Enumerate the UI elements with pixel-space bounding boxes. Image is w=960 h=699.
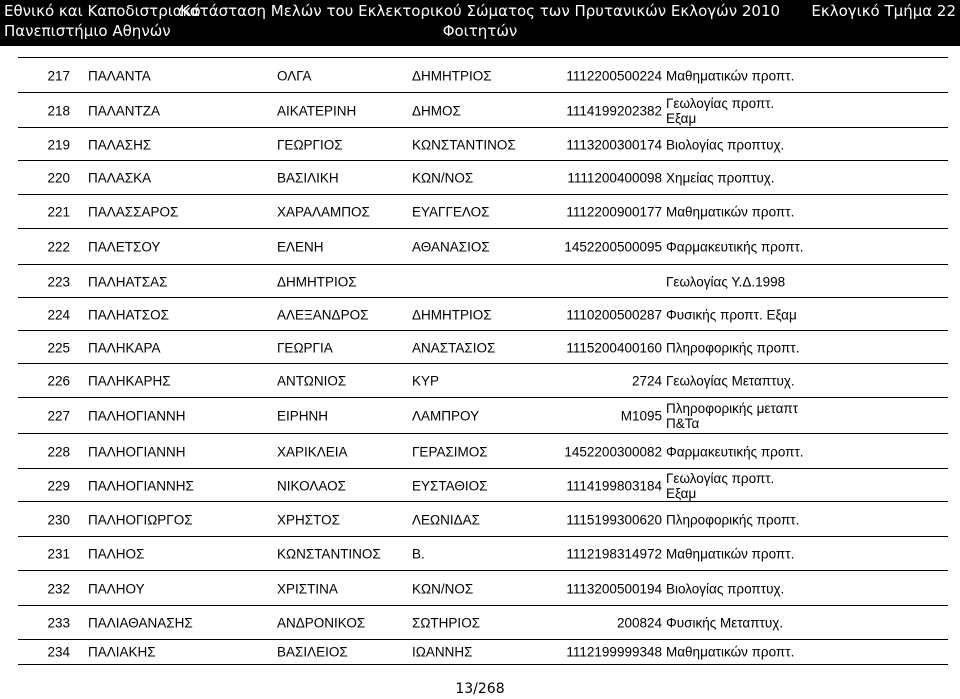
first-name-cell: ΧΡΗΣΤΟΣ [277, 512, 340, 527]
surname-cell: ΠΑΛΙΑΚΗΣ [88, 644, 156, 660]
row-number: 219 [47, 137, 70, 152]
first-name-cell: ΧΑΡΑΛΑΜΠΟΣ [277, 204, 370, 220]
surname-cell: ΠΑΛΗΑΤΣΑΣ [88, 274, 168, 289]
first-name-cell: ΑΛΕΞΑΝΔΡΟΣ [277, 307, 369, 322]
first-name-cell: ΑΝΤΩΝΙΟΣ [277, 373, 347, 389]
department-cell: Μαθηματικών προπτ. [666, 204, 795, 220]
student-id-cell: 1113200300174 [566, 137, 662, 152]
department-cell: Γεωλογίας Υ.Δ.1998 [666, 274, 786, 289]
row-number: 231 [47, 546, 70, 562]
first-name-cell: ΓΕΩΡΓΙΟΣ [277, 137, 343, 152]
department-cell: Πληροφορικής μεταπτ Π&Τα [666, 401, 799, 431]
department-cell: Φυσικής Μεταπτυχ. [666, 615, 784, 631]
row-number: 230 [47, 512, 70, 527]
surname-cell: ΠΑΛΗΟΓΙΑΝΝΗ [88, 408, 186, 424]
first-name-cell: ΟΛΓΑ [277, 68, 312, 83]
university-name-line2: Πανεπιστήμιο Αθηνών [4, 22, 171, 40]
first-name-cell: ΧΡΙΣΤΙΝΑ [277, 581, 338, 596]
row-number: 228 [47, 444, 70, 459]
first-name-cell: ΔΗΜΗΤΡΙΟΣ [277, 274, 357, 289]
department-cell: Φαρμακευτικής προπτ. [666, 444, 804, 459]
father-name-cell: ΔΗΜΟΣ [412, 103, 461, 118]
table-row [18, 639, 948, 665]
student-id-cell: 1115199300620 [566, 512, 662, 527]
first-name-cell: ΧΑΡΙΚΛΕΙΑ [277, 444, 348, 459]
department-cell: Μαθηματικών προπτ. [666, 546, 795, 562]
table-row [18, 194, 948, 229]
document-subtitle: Φοιτητών [442, 22, 518, 40]
row-number: 225 [47, 340, 70, 355]
table-row [18, 57, 948, 93]
student-id-cell: 1452200300082 [564, 444, 662, 459]
row-number: 226 [47, 373, 70, 389]
surname-cell: ΠΑΛΑΣΣΑΡΟΣ [88, 204, 179, 220]
surname-cell: ΠΑΛΗΚΑΡΗΣ [88, 373, 171, 389]
surname-cell: ΠΑΛΑΣΗΣ [88, 137, 152, 152]
father-name-cell: ΚΩΝ/ΝΟΣ [412, 581, 474, 596]
surname-cell: ΠΑΛΗΟΓΙΑΝΝΗΣ [88, 478, 194, 493]
row-number: 234 [47, 644, 70, 660]
table-row [18, 570, 948, 606]
student-id-cell: 1112200900177 [566, 204, 662, 220]
university-name-line1: Εθνικό και Καποδιστριακό [4, 2, 201, 20]
father-name-cell: ΓΕΡΑΣΙΜΟΣ [412, 444, 488, 459]
row-number: 222 [47, 239, 70, 255]
row-number: 218 [47, 103, 70, 118]
father-name-cell: ΔΗΜΗΤΡΙΟΣ [412, 68, 492, 83]
table-row [18, 160, 948, 195]
first-name-cell: ΒΑΣΙΛΕΙΟΣ [277, 644, 348, 660]
table-row [18, 297, 948, 331]
table-row [18, 397, 948, 434]
department-cell: Γεωλογίας προπτ. Εξαμ [666, 95, 775, 126]
department-cell: Χημείας προπτυχ. [666, 170, 775, 186]
department-cell: Γεωλογίας προπτ. Εξαμ [666, 470, 775, 501]
table-row [18, 264, 948, 298]
father-name-cell: ΕΥΣΤΑΘΙΟΣ [412, 478, 488, 493]
father-name-cell: ΑΝΑΣΤΑΣΙΟΣ [412, 340, 496, 355]
row-number: 223 [47, 274, 70, 289]
student-id-cell: 2724 [631, 373, 662, 389]
department-cell: Φυσικής προπτ. Εξαμ [666, 307, 797, 322]
student-id-cell: 1112198314972 [566, 546, 662, 562]
student-id-cell: 1452200500095 [564, 239, 662, 255]
row-number: 229 [47, 478, 70, 493]
first-name-cell: ΕΙΡΗΝΗ [277, 408, 329, 424]
table-row [18, 468, 948, 502]
father-name-cell: ΑΘΑΝΑΣΙΟΣ [412, 239, 490, 255]
row-number: 232 [47, 581, 70, 596]
student-id-cell: 1114199803184 [566, 478, 662, 493]
department-cell: Πληροφορικής προπτ. [666, 512, 800, 527]
department-cell: Μαθηματικών προπτ. [666, 68, 795, 83]
surname-cell: ΠΑΛΗΟΥ [88, 581, 145, 596]
surname-cell: ΠΑΛΗΟΓΙΩΡΓΟΣ [88, 512, 193, 527]
table-row [18, 433, 948, 469]
surname-cell: ΠΑΛΗΚΑΡΑ [88, 340, 161, 355]
section-label: Εκλογικό Τμήμα 22 [811, 2, 956, 20]
student-id-cell: 1115200400160 [566, 340, 662, 355]
student-id-cell: 1114199202382 [566, 103, 662, 118]
page-header [0, 0, 960, 46]
student-id-cell: 1112199999348 [566, 644, 662, 660]
department-cell: Πληροφορικής προπτ. [666, 340, 800, 355]
table-row [18, 92, 948, 128]
table-row [18, 501, 948, 537]
surname-cell: ΠΑΛΕΤΣΟΥ [88, 239, 161, 255]
father-name-cell: Β. [412, 546, 425, 562]
table-row [18, 330, 948, 364]
table-row [18, 536, 948, 571]
student-id-cell: 1112200500224 [566, 68, 662, 83]
first-name-cell: ΑΙΚΑΤΕΡΙΝΗ [277, 103, 357, 118]
first-name-cell: ΚΩΝΣΤΑΝΤΙΝΟΣ [277, 546, 381, 562]
surname-cell: ΠΑΛΑΝΤΖΑ [88, 103, 161, 118]
father-name-cell: ΙΩΑΝΝΗΣ [412, 644, 473, 660]
first-name-cell: ΝΙΚΟΛΑΟΣ [277, 478, 346, 493]
department-cell: Βιολογίας προπτυχ. [666, 137, 785, 152]
student-id-cell: 1110200500287 [566, 307, 662, 322]
table-row [18, 605, 948, 640]
father-name-cell: ΛΕΩΝΙΔΑΣ [412, 512, 480, 527]
surname-cell: ΠΑΛΗΑΤΣΟΣ [88, 307, 169, 322]
document-title: Κατάσταση Μελών του Εκλεκτορικού Σώματος των Πρυτανικών Εκλογών 2010 [179, 2, 781, 20]
father-name-cell: ΚΩΝ/ΝΟΣ [412, 170, 474, 186]
department-cell: Μαθηματικών προπτ. [666, 644, 795, 660]
table-row [18, 363, 948, 398]
student-id-cell: M1095 [620, 408, 662, 424]
student-id-cell: 200824 [616, 615, 662, 631]
table-row [18, 228, 948, 265]
student-id-cell: 1113200500194 [566, 581, 662, 596]
surname-cell: ΠΑΛΗΟΓΙΑΝΝΗ [88, 444, 186, 459]
row-number: 227 [47, 408, 70, 424]
voters-table [18, 57, 948, 663]
row-number: 224 [47, 307, 70, 322]
department-cell: Φαρμακευτικής προπτ. [666, 239, 804, 255]
surname-cell: ΠΑΛΑΣΚΑ [88, 170, 152, 186]
row-number: 221 [47, 204, 70, 220]
surname-cell: ΠΑΛΑΝΤΑ [88, 68, 151, 83]
department-cell: Βιολογίας προπτυχ. [666, 581, 785, 596]
page-number: 13/268 [455, 681, 505, 697]
father-name-cell: ΣΩΤΗΡΙΟΣ [412, 615, 481, 631]
student-id-cell: 1111200400098 [567, 170, 662, 186]
first-name-cell: ΓΕΩΡΓΙΑ [277, 340, 333, 355]
father-name-cell: ΕΥΑΓΓΕΛΟΣ [412, 204, 490, 220]
table-row [18, 127, 948, 161]
father-name-cell: ΚΥΡ [412, 373, 440, 389]
first-name-cell: ΕΛΕΝΗ [277, 239, 324, 255]
father-name-cell: ΛΑΜΠΡΟΥ [412, 408, 480, 424]
first-name-cell: ΒΑΣΙΛΙΚΗ [277, 170, 339, 186]
first-name-cell: ΑΝΔΡΟΝΙΚΟΣ [277, 615, 366, 631]
department-cell: Γεωλογίας Μεταπτυχ. [666, 373, 795, 389]
father-name-cell: ΔΗΜΗΤΡΙΟΣ [412, 307, 492, 322]
surname-cell: ΠΑΛΙΑΘΑΝΑΣΗΣ [88, 615, 193, 631]
row-number: 217 [47, 68, 70, 83]
row-number: 220 [47, 170, 70, 186]
surname-cell: ΠΑΛΗΟΣ [88, 546, 145, 562]
row-number: 233 [47, 615, 70, 631]
father-name-cell: ΚΩΝΣΤΑΝΤΙΝΟΣ [412, 137, 516, 152]
